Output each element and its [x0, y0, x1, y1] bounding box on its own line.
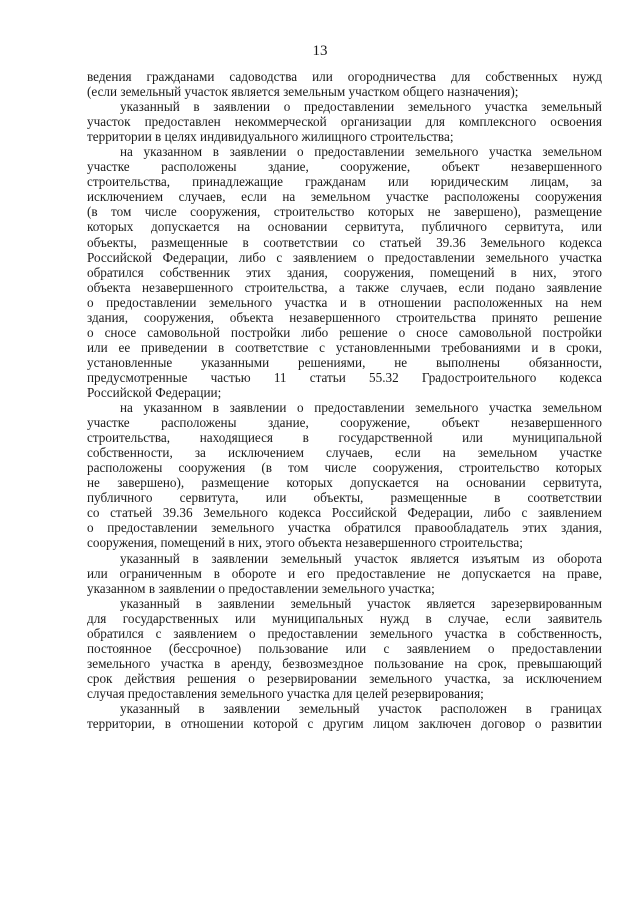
text-line: территории, в отношении которой с другим лицом заключен договор о развитии: [87, 716, 602, 732]
text-line: территории в целях индивидуального жилищного строительства;: [87, 129, 454, 145]
text-line: для государственных или муниципальных нужд в случае, если заявитель: [87, 610, 602, 626]
text-line: участке расположены здание, сооружение, объект незавершенного: [87, 415, 602, 431]
text-line: строительства, находящиеся в государственной или муниципальной: [87, 430, 602, 446]
text-line: не завершено), размещение которых допускается на основании сервитута,: [87, 475, 602, 491]
document-body: [87, 69, 602, 731]
text-line: сооружения, помещений в них, этого объекта незавершенного строительства;: [87, 535, 523, 551]
text-line: случая предоставления земельного участка для целей резервирования;: [87, 685, 484, 701]
text-line: участок предоставлен некоммерческой организации для комплексного освоения: [87, 114, 602, 130]
text-line: о предоставлении земельного участка и в отношении расположенных на нем: [87, 294, 602, 310]
text-line: участке расположены здание, сооружение, объект незавершенного: [87, 159, 602, 175]
text-line: или ограниченным в обороте и его предоставление не допускается на праве,: [87, 565, 602, 581]
text-line: расположены сооружения (в том числе сооружения, строительство которых: [87, 460, 602, 476]
text-line: о сносе самовольной постройки либо решение о сносе самовольной постройки: [87, 324, 602, 340]
text-line: обратился собственник этих здания, сооружения, помещений в них, этого: [87, 264, 602, 280]
text-line: постоянное (бессрочное) пользование или с заявлением о предоставлении: [87, 640, 602, 656]
text-line: указанный в заявлении о предоставлении земельного участка земельный: [120, 99, 602, 115]
text-line: срок действия решения о резервировании земельного участка, за исключением: [87, 670, 602, 686]
text-line: Российской Федерации, либо с заявлением о предоставлении земельного участка: [87, 249, 602, 265]
text-line: объекта незавершенного строительства, а также случаев, если подано заявление: [87, 279, 602, 295]
text-line: установленные указанными решениями, не выполнены обязанности,: [87, 354, 602, 370]
text-line: исключением случаев, если на земельном участке расположены сооружения: [87, 189, 602, 205]
text-line: здания, сооружения, объекта незавершенного строительства принято решение: [87, 309, 602, 325]
text-line: или ее приведении в соответствие с установленными требованиями и в сроки,: [87, 339, 602, 355]
text-line: указанный в заявлении земельный участок является зарезервированным: [120, 595, 602, 611]
text-line: которых допускается на основании сервитута, публичного сервитута, или: [87, 219, 602, 235]
text-line: строительства, принадлежащие гражданам или юридическим лицам, за: [87, 174, 602, 190]
text-line: Российской Федерации;: [87, 384, 222, 400]
text-line: предусмотренные частью 11 статьи 55.32 Градостроительного кодекса: [87, 369, 602, 385]
text-line: ведения гражданами садоводства или огородничества для собственных нужд: [87, 69, 602, 84]
text-line: о предоставлении земельного участка обратился правообладатель этих здания,: [87, 520, 602, 536]
text-line: публичного сервитута, или объекты, размещенные в соответствии: [87, 490, 602, 506]
text-line: на указанном в заявлении о предоставлении земельного участка земельном: [120, 400, 602, 416]
text-line: на указанном в заявлении о предоставлении земельного участка земельном: [120, 144, 602, 160]
text-line: указанный в заявлении земельный участок расположен в границах: [120, 700, 602, 716]
text-line: указанный в заявлении земельный участок является изъятым из оборота: [120, 550, 602, 566]
text-line: собственности, за исключением случаев, если на земельном участке: [87, 445, 602, 461]
text-line: (в том числе сооружения, строительство которых не завершено), размещение: [87, 204, 602, 220]
text-line: объекты, размещенные в соответствии со статьей 39.36 Земельного кодекса: [87, 234, 602, 250]
page-number: 13: [312, 43, 328, 59]
text-line: со статьей 39.36 Земельного кодекса Российской Федерации, либо с заявлением: [87, 505, 602, 521]
text-line: указанном в заявлении о предоставлении земельного участка;: [87, 580, 435, 596]
text-line: (если земельный участок является земельным участком общего назначения);: [87, 84, 519, 100]
text-line: земельного участка в аренду, безвозмездное пользование на срок, превышающий: [87, 655, 602, 671]
text-line: обратился с заявлением о предоставлении земельного участка в собственность,: [87, 625, 602, 641]
